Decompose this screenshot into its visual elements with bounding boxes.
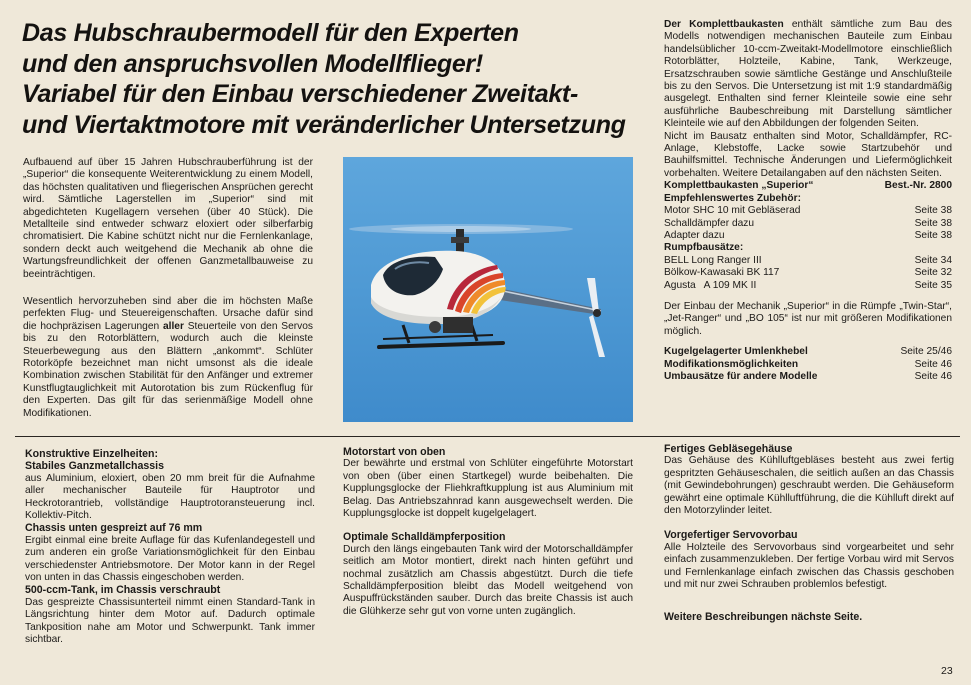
extras-row: Modifikationsmöglichkeiten Seite 46: [664, 358, 952, 370]
motorstart-heading: Motorstart von oben: [343, 446, 446, 458]
helicopter-photo: [343, 157, 633, 422]
mechanics-note: Der Einbau der Mechanik „Superior“ in die Rümpfe „Twin-Star“, „Jet-Ranger“ und „BO 105“ ist nur mit größeren Modifikationen möglich.: [664, 300, 952, 337]
silencer-heading: Optimale Schalldämpferposition: [343, 531, 506, 544]
headline-line-1: Das Hubschraubermodell für den Experten: [22, 19, 519, 47]
extras-row: Kugelgelagerter Umlenkhebel Seite 25/46: [664, 346, 952, 358]
blower-heading: Fertiges Gebläsegehäuse: [664, 443, 793, 455]
blower-section: Fertiges Gebläsegehäuse Das Gehäuse des Kühlluftgebläses besteht aus zwei fertig gespritzten Gehäuseschalen, die seitlich außen an das Chassis (mit Gewindebohrungen) geschraubt werden. Die Gehäuseform gewährt eine optimale Kühlluftführung, die die Kühlluft direkt auf den Motorzylinder leitet. Vorgefertiger Servovorbau Alle Holzteile des Servovorbaus sind vorgearbeitet und sehr einfach zusammenzukleben. Der fertige Vorbau wird mit Servos und Fernlenkanlage einfach zwischen das Chassis geschoben und mit nur zwei Schrauben problemlos befestigt. Weitere Beschreibungen nächste Seite.: [664, 443, 954, 624]
more-info-note: Weitere Beschreibungen nächste Seite.: [664, 611, 863, 624]
fuselage-row: BELL Long Ranger III Seite 34: [664, 254, 952, 266]
details-heading: Konstruktive Einzelheiten:: [25, 448, 159, 460]
headline-line-4: und Viertaktmotore mit veränderlicher Untersetzung: [22, 110, 626, 139]
tank-heading: 500-ccm-Tank, im Chassis verschraubt: [25, 584, 221, 597]
accessory-row: Motor SHC 10 mit Gebläserad Seite 38: [664, 205, 952, 217]
accessory-row: Schalldämpfer dazu Seite 38: [664, 217, 952, 229]
kit-title: Der Komplettbaukasten: [664, 19, 784, 30]
chassis-heading: Stabiles Ganzmetallchassis: [25, 460, 164, 473]
extras-row: Umbausätze für andere Modelle Seite 46: [664, 370, 952, 382]
motor-start-section: Motorstart von oben Der bewährte und erstmal von Schlüter eingeführte Motorstart von oben (über einen Startkegel) wurde beibehalten. Die Kupplungsglocke der Fliehkraftkupplung ist aus Aluminium mit Belag. Das Antriebszahnrad kann ausgewechselt werden. Die Kupplungsglocke ist doppelt kugelgelagert. Optimale Schalldämpferposition Durch den längs eingebauten Tank wird der Motorschalldämpfer seitlich am Motor montiert, direkt nach hinten geführt und nochmal zusätzlich am Chassis abgestützt. Durch die tiefe Schalldämpferposition bleibt das Modell weitgehend von Auspuffrückständen sauber. Durch das breite Chassis ist auch die Glühkerze sehr gut von vorne unten zugänglich.: [343, 446, 633, 617]
page-number: 23: [941, 665, 953, 677]
section-divider: [15, 436, 960, 437]
kit-order-row: Komplettbaukasten „Superior“ Best.-Nr. 2800: [664, 180, 952, 192]
accessories-heading: Empfehlenswertes Zubehör:: [664, 192, 801, 204]
kit-excluded-text: Nicht im Bausatz enthalten sind Motor, Schalldämpfer, RC-Anlage, Klebstoffe, Lacke sowie Startzubehör und Bauhilfsmittel. Technische Änderungen und Liefermöglichkeit vorbehalten. Weitere Detailangaben auf den nächsten Seiten.: [664, 130, 952, 179]
intro-paragraph-1: Aufbauend auf über 15 Jahren Hubschrauberführung ist der „Superior“ die konsequente Weiterentwicklung zu einem Modell, das höchsten qualitativen und fliegerischen Ansprüchen gerecht wird. Sämtliche Lagerstellen im „Superior“ sind mit abgedichteten Kugellagern versehen (über 40 Stück). Die Metallteile sind entweder schwarz eloxiert oder silberfarbig chromatisiert. Die Kabine schützt nicht nur die Fernlenkanlage, sondern deckt auch weitgehend die Mechanik ab ohne die Wartungsfreundlichkeit der offenen Ganzmetallbauweise zu beeinträchtigen.: [23, 157, 313, 280]
headline-line-2: und den anspruchsvollen Modellflieger!: [22, 49, 483, 78]
headline-line-3: Variabel für den Einbau verschiedener Zweitakt-: [22, 80, 578, 108]
fuselage-row: Bölkow-Kawasaki BK 117 Seite 32: [664, 267, 952, 279]
accessory-row: Adapter dazu Seite 38: [664, 229, 952, 241]
construction-details: Konstruktive Einzelheiten: Stabiles Ganzmetallchassis aus Aluminium, eloxiert, oben 20 mm breit für die Aufnahme aller mechanischer Bauteile für Hauptrotor und Heckrotorantrieb, vollständige Hauptrotoransteuerung incl. Kollektiv-Pitch. Chassis unten gespreizt auf 76 mm Ergibt einmal eine breite Auflage für das Kufenlandegestell und zum anderen ein große Variationsmöglichkeit für den Einbau verschiedenster Antriebsmotore. Der Motor kann in der Regel von unten in das Chassis eingeschoben werden. 500-ccm-Tank, im Chassis verschraubt Das gespreizte Chassisunterteil nimmt einen Standard-Tank in Längsrichtung hinter dem Motor auf. Dadurch optimale Tankposition nahe am Motor und Schwerpunkt. Tank immer sichtbar.: [25, 448, 315, 646]
fuselage-heading: Rumpfbausätze:: [664, 242, 744, 254]
kit-description: Der Komplettbaukasten enthält sämtliche zum Bau des Modells notwendigen mechanischen Bauteile zum Einbau handelsüblicher 10-ccm-Zweitakt-Modellmotore einschließlich Rotorblätter, Holzteile, Kabine, Tank, Werkzeuge, Ersatzschrauben sowie sämtliche Gestänge und Anschlußteile bis zu den Servos. Die Untersetzung ist mit 1:9 standardmäßig ausgelegt. Enthalten sind ferner Kleinteile sowie eine sehr ausführliche Baubeschreibung mit Darstellung sämtlicher Kleinteile wie auf den Abbildungen der folgenden Seiten. Nicht im Bausatz enthalten sind Motor, Schalldämpfer, RC-Anlage, Klebstoffe, Lacke sowie Startzubehör und Bauhilfsmittel. Technische Änderungen und Liefermöglichkeit vorbehalten. Weitere Detailangaben auf den nächsten Seiten. Komplettbaukasten „Superior“ Best.-Nr. 2800 Empfehlenswertes Zubehör: Motor SHC 10 mit Gebläserad Seite 38 Schalldämpfer dazu Seite 38 Adapter dazu Seite 38 Rumpfbausätze: BELL Long Ranger III Seite 34 Bölkow-Kawasaki BK 117 Seite 32 Agusta A 109 MK II Seite 35 Der Einbau der Mechanik „Superior“ in die Rümpfe „Twin-Star“, „Jet-Ranger“ und „BO 105“ ist nur mit größeren Modifikationen möglich. Kugelgelagerter Umlenkhebel Seite 25/46 Modifikationsmöglichkeiten Seite 46 Umbausätze für andere Modelle Seite 46: [664, 19, 952, 382]
chassis-spread-heading: Chassis unten gespreizt auf 76 mm: [25, 522, 203, 535]
fuselage-row: Agusta A 109 MK II Seite 35: [664, 279, 952, 291]
servo-heading: Vorgefertiger Servovorbau: [664, 529, 798, 542]
helicopter-illustration: [343, 157, 633, 422]
intro-paragraph-2: Wesentlich hervorzuheben sind aber die im höchsten Maße perfekten Flug- und Steuereigenschaften. Ursache dafür sind die hochpräzisen Lagerungen aller Steuerteile von den Servos bis zu den Rotorblättern, wodurch auch die kleinste Steuerbewegung aus den Blättern „ankommt“. Schlüter Rotorköpfe bezeichnet man nicht umsonst als die ideale Kombination zwischen Stabilität für den Anfänger und extremer Kunstflugtauglichkeit mit Autorotation bis zum Rückenflug für den Experten. Das gilt für das serienmäßige Modell ohne Modifikationen.: [23, 296, 313, 419]
page-headline: [22, 18, 642, 140]
